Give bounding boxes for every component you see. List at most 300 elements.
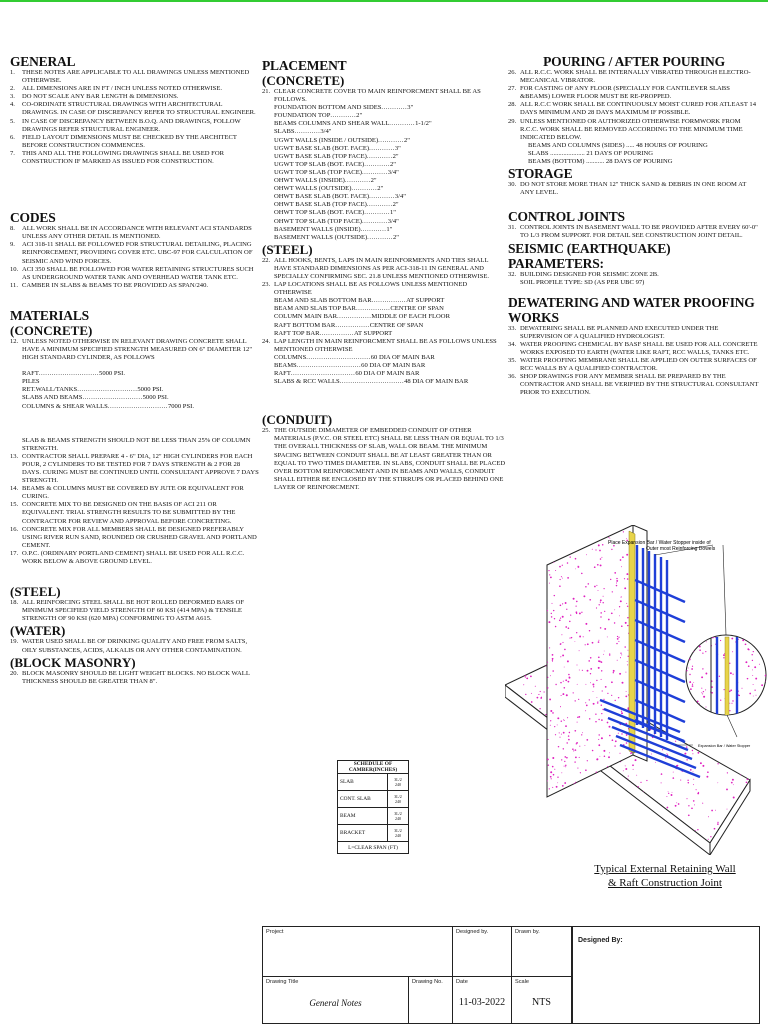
note-number: 18. bbox=[10, 599, 19, 607]
list-item bbox=[262, 153, 506, 161]
title-block bbox=[262, 926, 572, 1024]
item-label: COLUMNS & SHEAR WALLS bbox=[22, 402, 108, 410]
leader-dots: ............ bbox=[369, 193, 395, 201]
note-item bbox=[10, 338, 260, 362]
note-text: SHOP DRAWINGS FOR ANY MEMBER SHALL BE PREPARED BY THE CONTRACTOR AND SHALL BE VERIFIED BY THE STRUCTURAL CONSULTANT PRIOR TO EXECUTION. bbox=[520, 373, 759, 397]
item-label: BEAM AND SLAB BOTTOM BAR bbox=[274, 297, 372, 305]
placement-concrete-heading: (CONCRETE) bbox=[262, 73, 345, 88]
note-item bbox=[10, 670, 260, 686]
designer-block bbox=[572, 926, 760, 1024]
note-number: 11. bbox=[10, 281, 18, 289]
note-item bbox=[508, 118, 760, 142]
note-23 bbox=[262, 281, 506, 297]
note-number: 3. bbox=[10, 93, 15, 101]
list-item bbox=[10, 394, 260, 402]
note-18 bbox=[10, 599, 260, 623]
note-number: 26. bbox=[508, 69, 517, 76]
note-text: UNLESS NOTED OTHERWISE IN RELEVANT DRAWING CONCRETE SHALL HAVE A MINIMUM SPECIFIED STRENGTH MEASURED ON 6" DIAMETER 12" HIGH STANDARD CYLINDER, AS FOLLOWS bbox=[22, 337, 253, 362]
materials-water-heading: (WATER) bbox=[10, 623, 66, 639]
item-label: RAFT TOP BAR bbox=[274, 329, 320, 337]
note-item bbox=[10, 501, 260, 525]
leader-dots: ............ bbox=[381, 104, 408, 112]
item-value: 1-1/2" bbox=[415, 120, 432, 128]
note-30 bbox=[508, 181, 760, 197]
note-number: 2. bbox=[10, 85, 15, 93]
caption-line-2: & Raft Construction Joint bbox=[608, 877, 722, 889]
note-21 bbox=[262, 88, 506, 104]
callout-bottom-text: Expansion Bar / Water Stopper bbox=[698, 744, 751, 748]
note-item bbox=[508, 101, 760, 117]
item-label: UGWT BASE SLAB (TOP FACE) bbox=[274, 152, 367, 160]
note-text: CAMBER IN SLABS & BEAMS TO BE PROVIDED AS SPAN/240. bbox=[22, 281, 209, 289]
item-value: MIDDLE OF EACH FLOOR bbox=[371, 313, 450, 321]
leader-dots: ............................ bbox=[38, 370, 100, 378]
designed-by-right-label: Designed By: bbox=[578, 937, 623, 944]
note-item bbox=[508, 224, 760, 240]
note-number: 30. bbox=[508, 181, 517, 189]
note-number: 34. bbox=[508, 340, 517, 348]
leader-dots: .............................. bbox=[339, 378, 405, 386]
leader-dots: ............ bbox=[367, 233, 393, 241]
seismic-heading: SEISMIC (EARTHQUAKE) PARAMETERS: bbox=[508, 240, 671, 271]
item-value: 60 DIA OF MAIN BAR bbox=[370, 353, 435, 361]
leader-dots: ............ bbox=[330, 112, 357, 120]
note-text: WATER USED SHALL BE OF DRINKING QUALITY AND FREE FROM SALTS, OILY SUBSTANCES, ACIDS, ALKALIS OR ANY OTHER CONTAMINATION. bbox=[22, 638, 248, 654]
note-item bbox=[10, 93, 260, 101]
list-item bbox=[262, 185, 506, 193]
note-text: THIS AND ALL THE FOLLOWING DRAWINGS SHALL BE USED FOR CONSTRUCTION IF MARKED AS ISSUED FOR CONSTRUCTION. bbox=[22, 149, 224, 166]
note-text: THE OUTSIDE DIMAMETER OF EMBEDDED CONDUIT OF OTHER MATERIALS (P.V.C. OR STEEL ETC) SHALL BE LESS THAN OR EQUAL TO 1/3 THE OVERALL THICKNESS OF SLAB, WALL OR BEAM. THE MINIMUM SPACING BETWEEN CONDUIT SHALL BE AT LEAST GREATER THAN OR EQUAL TO TWO TIMES DIAMETER. IN SLABS, CONDUIT SHALL BE PLACED OVER BOTTOM REINFORCMENT AND IN BEAMS AND WALLS, CONDUIT SHALL EITHER BE ENCLOSED BY THE STIRRUPS OR PLACED BEHIND ONE LAYER OF REINFORCMENT. bbox=[274, 427, 506, 491]
item-value: CENTRE OF SPAN bbox=[390, 305, 444, 313]
note-item bbox=[508, 181, 760, 197]
item-value: 3/4" bbox=[387, 217, 399, 225]
project-cell bbox=[263, 927, 453, 977]
note-number: 15. bbox=[10, 501, 19, 509]
note-text: ALL R.C.C. WORK SHALL BE INTERNALLY VIBRATED THROUGH ELECTRO-MECANICAL VIBRATOR. bbox=[520, 69, 751, 85]
item-label: COLUMN MAIN BAR bbox=[274, 313, 338, 321]
note-number: 33. bbox=[508, 324, 517, 332]
dewatering-notes bbox=[508, 325, 760, 398]
leader-dots: ............ bbox=[351, 185, 378, 193]
note-item bbox=[10, 101, 260, 117]
item-value: 1" bbox=[389, 209, 396, 217]
drawing-no-label: Drawing No. bbox=[412, 979, 443, 985]
item-value: 2" bbox=[370, 177, 377, 185]
callout-top-text: Place Expansion Bar / Water Stopper inside of Outer most Reinforcing Dowels bbox=[608, 540, 716, 552]
project-label: Project bbox=[266, 929, 284, 935]
designed-by-cell bbox=[453, 927, 512, 977]
leader-dots: ............ bbox=[366, 152, 393, 160]
leader-dots: ............ bbox=[378, 136, 404, 144]
list-item bbox=[262, 169, 506, 177]
note-item bbox=[10, 485, 260, 501]
note-text: IN CASE OF DISCREPANCY BETWEEN B.O.Q. AND DRAWINGS, FOLLOW DRAWINGS REFER STRUCTURAL ENGINEER. bbox=[22, 117, 241, 133]
list-item: BEAMS (BOTTOM) ........... 28 DAYS OF POURING bbox=[528, 158, 673, 166]
item-label: OHWT WALLS (INSIDE) bbox=[274, 177, 345, 185]
note-item bbox=[508, 341, 760, 357]
retaining-wall-illustration bbox=[505, 525, 767, 855]
note-item bbox=[508, 271, 760, 279]
note-number: 12. bbox=[10, 337, 19, 345]
note-item bbox=[10, 69, 260, 85]
note-text: CONTROL JOINTS IN BASEMENT WALL TO BE PROVIDED AFTER EVERY 60'-0" TO L/3 FROM SUPPORT. FOR DETAIL SEE CONSTRUCTION JOINT DETAIL. bbox=[520, 224, 758, 240]
list-item bbox=[10, 386, 260, 394]
list-item bbox=[262, 362, 506, 370]
item-label: OHWT TOP SLAB (BOT. FACE) bbox=[274, 209, 365, 217]
list-item bbox=[262, 313, 506, 321]
note-31 bbox=[508, 224, 760, 240]
camber-schedule-table bbox=[337, 760, 409, 854]
illustration-caption bbox=[590, 862, 740, 890]
item-label: BEAMS bbox=[274, 362, 297, 369]
item-label: COLUMNS bbox=[274, 353, 307, 361]
note-text: UNLESS MENTIONED OR AUTHORIZED OTHERWISE FORMWORK FROM R.C.C. WORK SHALL BE REMOVED ACCORDING TO THE MINIMUM TIME INDICATED BELOW. bbox=[520, 117, 743, 141]
drawing-title-cell bbox=[263, 977, 409, 1023]
note-item bbox=[10, 266, 260, 282]
item-label: RAFT BOTTOM BAR bbox=[274, 321, 336, 329]
camber-row-value: 3L/2 240 bbox=[388, 774, 409, 791]
note-number: 21. bbox=[262, 88, 271, 95]
item-value: 2" bbox=[377, 185, 384, 193]
leader-dots: ................ bbox=[335, 321, 370, 329]
date-value: 11-03-2022 bbox=[458, 997, 506, 1008]
note-text: ACI 318-11 SHALL BE FOLLOWED FOR STRUCTURAL DETAILING, PLACING REINFORCEMENT, PROVIDING COVER ETC. UBC-97 FOR CALCULATION OF SEISMIC AND WIND FORCES. bbox=[22, 241, 253, 265]
leader-dots: ............ bbox=[364, 209, 390, 217]
note-number: 23. bbox=[262, 281, 271, 289]
note-number: 16. bbox=[10, 525, 19, 533]
leader-dots: ................ bbox=[355, 305, 391, 313]
note-text: O.P.C. (ORDINARY PORTLAND CEMENT) SHALL BE USED FOR ALL R.C.C. WORK BELOW & ABOVE GROUND LEVEL. bbox=[22, 549, 245, 566]
item-label: RAFT bbox=[22, 370, 39, 378]
leader-dots: ................ bbox=[371, 297, 407, 305]
list-item bbox=[262, 226, 506, 234]
item-value: 2" bbox=[389, 160, 396, 168]
note-number: 36. bbox=[508, 373, 517, 381]
materials-concrete-heading: (CONCRETE) bbox=[10, 322, 93, 338]
note-number: 28. bbox=[508, 101, 517, 109]
note-text: ALL R.C.C WORK SHALL BE CONTINUOUSLY MOIST CURED FOR ATLEAST 14 DAYS MINIMUM AND 28 DAYS MAXIMUM IF POSSIBLE. bbox=[520, 101, 756, 117]
note-item bbox=[262, 427, 506, 492]
leader-dots: .............................. bbox=[296, 362, 362, 369]
drawing-no-cell bbox=[409, 977, 453, 1023]
item-value: 7000 PSI. bbox=[167, 402, 194, 410]
notes-column-left bbox=[10, 54, 260, 686]
leader-dots: ............ bbox=[389, 120, 416, 128]
note-20 bbox=[10, 670, 260, 686]
item-label: BEAM AND SLAB TOP BAR bbox=[274, 305, 356, 313]
item-value: 1" bbox=[386, 225, 393, 233]
item-label: FOUNDATION BOTTOM AND SIDES bbox=[274, 104, 382, 112]
item-value: 2" bbox=[392, 233, 399, 241]
note-item bbox=[10, 526, 260, 550]
item-value: 3/4" bbox=[387, 168, 399, 176]
control-joints-heading: CONTROL JOINTS bbox=[508, 209, 625, 225]
camber-row-value: 3L/2 240 bbox=[388, 825, 409, 842]
note-number: 14. bbox=[10, 485, 19, 493]
note-text: BUILDING DESIGNED FOR SEISMIC ZONE 2B. bbox=[520, 270, 659, 278]
camber-schedule-title: SCHEDULE OF CAMBER(INCHES) bbox=[338, 761, 409, 774]
table-row bbox=[338, 791, 409, 808]
leader-dots: ............ bbox=[366, 201, 393, 209]
dewatering-heading: DEWATERING AND WATER PROOFING WORKS bbox=[508, 294, 755, 325]
table-row bbox=[338, 808, 409, 825]
note-item bbox=[10, 225, 260, 241]
note-24 bbox=[262, 338, 506, 354]
note-text: CONCRETE MIX TO BE DESIGNED ON THE BASIS OF ACI 211 OR EQUIVALENT. TRIAL STRENGTH RESULTS TO BE SUBMITTED BY THE CONTRACTOR FOR REVIEW AND APPROVAL BEFORE CONCRETING. bbox=[22, 501, 236, 525]
leader-dots: ................ bbox=[337, 313, 372, 321]
note-number: 17. bbox=[10, 549, 19, 557]
leader-dots: ............ bbox=[369, 144, 395, 152]
item-label: UGWT WALLS (INSIDE / OUTSIDE) bbox=[274, 136, 379, 144]
list-item bbox=[10, 370, 260, 378]
note-22 bbox=[262, 257, 506, 281]
codes-notes bbox=[10, 225, 260, 290]
drawn-by-label: Drawn by. bbox=[515, 929, 540, 935]
note-number: 4. bbox=[10, 101, 15, 109]
leader-dots: .............................. bbox=[290, 370, 356, 378]
note-number: 32. bbox=[508, 270, 517, 278]
list-item: SLABS ..................... 21 DAYS OF POURING bbox=[528, 149, 654, 157]
item-value: 3" bbox=[394, 144, 401, 152]
materials-steel-heading: (STEEL) bbox=[10, 584, 61, 600]
scale-label: Scale bbox=[515, 979, 529, 985]
note-text: CO-ORDINATE STRUCTURAL DRAWINGS WITH ARCHITECTURAL DRAWINGS. IN CASE OF DISCREPANCY REFER TO STRUCTURAL ENGINEER. bbox=[22, 101, 256, 117]
item-value: AT SUPPORT bbox=[353, 329, 393, 337]
note-item bbox=[10, 282, 260, 290]
item-value: AT SUPPORT bbox=[406, 297, 445, 305]
materials-notes-b bbox=[10, 453, 260, 566]
note-item bbox=[10, 638, 260, 654]
item-value: 2" bbox=[392, 201, 399, 209]
item-value: 3" bbox=[407, 104, 414, 112]
note-item bbox=[508, 69, 760, 85]
list-item bbox=[262, 201, 506, 209]
note-12 bbox=[10, 338, 260, 362]
item-label: SLABS AND BEAMS bbox=[22, 394, 83, 402]
leader-dots: ............ bbox=[361, 168, 388, 176]
table-row bbox=[338, 825, 409, 842]
note-item bbox=[10, 453, 260, 485]
note-text: BEAMS & COLUMNS MUST BE COVERED BY JUTE OR EQUIVALENT FOR CURING. bbox=[22, 485, 244, 501]
item-label: BASEMENT WALLS (INSIDE) bbox=[274, 225, 361, 233]
note-text: ACI 350 SHALL BE FOLLOWED FOR WATER RETAINING STRUCTURES SUCH AS UNDERGROUND WATER TANK AND OVERHEAD WATER TANK ETC. bbox=[22, 265, 254, 281]
note-text: ALL WORK SHALL BE IN ACCORDANCE WITH RELEVANT ACI STANDARDS UNLESS ANY OTHER DETAIL IS MENTIONED. bbox=[22, 225, 252, 241]
leader-dots: ............ bbox=[364, 160, 390, 168]
note-number: 9. bbox=[10, 241, 15, 249]
list-item bbox=[262, 177, 506, 185]
scale-cell bbox=[512, 977, 571, 1023]
list-item bbox=[262, 104, 506, 112]
note-text: THESE NOTES ARE APPLICABLE TO ALL DRAWINGS UNLESS MENTIONED OTHERWISE. bbox=[22, 69, 250, 85]
drawing-title-label: Drawing Title bbox=[266, 979, 299, 985]
camber-row-label: BRACKET bbox=[338, 825, 388, 842]
item-label: OHWT BASE SLAB (BOT. FACE) bbox=[274, 193, 370, 201]
leader-dots: ............ bbox=[344, 177, 371, 185]
note-number: 22. bbox=[262, 256, 271, 264]
leader-dots: ............ bbox=[294, 128, 321, 136]
note-text: LAP LENGTH IN MAIN REINFORCMENT SHALL BE AS FOLLOWS UNLESS MENTIONED OTHERWISE bbox=[274, 337, 497, 353]
item-label: FOUNDATION TOP bbox=[274, 112, 331, 120]
item-value: 5000 PSI. bbox=[137, 386, 164, 394]
note-text: CLEAR CONCRETE COVER TO MAIN REINFORCMENT SHALL BE AS FOLLOWS. bbox=[274, 88, 481, 104]
general-heading: GENERAL bbox=[10, 54, 76, 69]
general-notes bbox=[10, 69, 260, 166]
note-number: 29. bbox=[508, 117, 517, 125]
note-25 bbox=[262, 427, 506, 492]
note-19 bbox=[10, 638, 260, 654]
note-text: DO NOT SCALE ANY BAR LENGTH & DIMENSIONS. bbox=[22, 93, 179, 101]
camber-row-value: 3L/2 240 bbox=[388, 791, 409, 808]
list-item bbox=[262, 354, 506, 362]
notes-column-middle bbox=[262, 58, 506, 492]
note-text: WATER PROOFING MEMBRANE SHALL BE APPLIED ON OUTER SURFACES OF RCC WALLS BY A QUALIFIED CONTRACTOR. bbox=[520, 357, 757, 373]
list-item bbox=[262, 378, 506, 386]
note-text: BLOCK MASONRY SHOULD BE LIGHT WEIGHT BLOCKS. NO BLOCK WALL THICKNESS SHOULD BE GREATER THAN 8". bbox=[22, 669, 250, 685]
leader-dots: ............................ bbox=[82, 394, 143, 402]
note-item bbox=[508, 357, 760, 373]
note-text: FOR CASTING OF ANY FLOOR (SPECIALLY FOR CANTILEVER SLABS &BEAMS) LOWER FLOOR MUST BE RE-PROPPED. bbox=[520, 85, 730, 101]
leader-dots: ............ bbox=[361, 217, 388, 225]
note-item bbox=[508, 325, 760, 341]
note-item bbox=[10, 599, 260, 623]
note-text: DO NOT STORE MORE THAN 12" THICK SAND & DEBRIS IN ONE ROOM AT ANY LEVEL. bbox=[520, 181, 747, 197]
item-value: 60 DIA OF MAIN BAR bbox=[361, 362, 426, 369]
item-label: SLABS & RCC WALLS bbox=[274, 378, 340, 386]
item-value: 5000 PSI. bbox=[142, 394, 169, 402]
list-item bbox=[262, 297, 506, 305]
item-value: CENTRE OF SPAN bbox=[369, 321, 424, 329]
item-label: PILES bbox=[22, 378, 40, 386]
item-label: RAFT bbox=[274, 370, 291, 378]
camber-row-label: BEAM bbox=[338, 808, 388, 825]
note-item bbox=[10, 118, 260, 134]
item-label: BASEMENT WALLS (OUTSIDE) bbox=[274, 233, 368, 241]
date-cell bbox=[453, 977, 512, 1023]
list-item bbox=[262, 161, 506, 169]
soil-profile: SOIL PROFILE TYPE: SD (AS PER UBC 97) bbox=[520, 278, 645, 286]
note-item bbox=[262, 338, 506, 354]
storage-heading: STORAGE bbox=[508, 166, 573, 182]
leader-dots: ............ bbox=[360, 225, 387, 233]
camber-schedule-footer: L=CLEAR SPAN (FT) bbox=[338, 842, 409, 854]
list-item bbox=[10, 403, 260, 411]
camber-row-label: SLAB bbox=[338, 774, 388, 791]
item-label: BEAMS COLUMNS AND SHEAR WALL bbox=[274, 120, 390, 128]
list-item bbox=[10, 378, 260, 386]
note-number: 8. bbox=[10, 225, 15, 233]
note-number: 31. bbox=[508, 224, 517, 232]
note-number: 35. bbox=[508, 357, 517, 365]
note-number: 5. bbox=[10, 117, 15, 125]
item-label: OHWT WALLS (OUTSIDE) bbox=[274, 185, 352, 193]
note-number: 7. bbox=[10, 149, 15, 157]
leader-dots: ............................ bbox=[77, 386, 138, 394]
note-item bbox=[10, 550, 260, 566]
item-label: RET.WALL/TANKS bbox=[22, 386, 78, 394]
pouring-heading: POURING / AFTER POURING bbox=[543, 54, 725, 69]
note-number: 10. bbox=[10, 265, 19, 273]
note-text: LAP LOCATIONS SHALL BE AS FOLLOWS UNLESS MENTIONED OTHERWISE bbox=[274, 281, 468, 297]
leader-dots: ................ bbox=[319, 329, 354, 337]
item-label: OHWT BASE SLAB (TOP FACE) bbox=[274, 201, 367, 209]
item-value: 2" bbox=[392, 152, 399, 160]
note-item bbox=[262, 257, 506, 281]
materials-block-heading: (BLOCK MASONRY) bbox=[10, 654, 136, 670]
placement-steel-heading: (STEEL) bbox=[262, 241, 313, 257]
item-value: 3/4" bbox=[320, 128, 332, 136]
lap-location-list bbox=[262, 297, 506, 337]
note-number: 6. bbox=[10, 133, 15, 141]
codes-heading: CODES bbox=[10, 210, 56, 226]
list-item bbox=[262, 112, 506, 120]
camber-row-label: CONT. SLAB bbox=[338, 791, 388, 808]
list-item bbox=[262, 128, 506, 136]
note-item bbox=[262, 88, 506, 104]
item-value: 2" bbox=[356, 112, 363, 120]
drawn-by-cell bbox=[512, 927, 571, 977]
note-number: 25. bbox=[262, 427, 271, 435]
list-item bbox=[262, 330, 506, 338]
list-item bbox=[262, 218, 506, 226]
note-item bbox=[10, 241, 260, 265]
note-number: 20. bbox=[10, 669, 19, 677]
item-label: UGWT TOP SLAB (TOP FACE) bbox=[274, 168, 362, 176]
camber-row-value: 3L/2 240 bbox=[388, 808, 409, 825]
list-item bbox=[262, 120, 506, 128]
item-label: OHWT TOP SLAB (TOP FACE) bbox=[274, 217, 362, 225]
item-value: 60 DIA OF MAIN BAR bbox=[355, 370, 420, 378]
note-item bbox=[10, 85, 260, 93]
note-item bbox=[262, 281, 506, 297]
note-number: 13. bbox=[10, 452, 19, 460]
date-label: Date bbox=[456, 979, 468, 985]
placement-heading: PLACEMENT bbox=[262, 58, 347, 73]
item-value: 5000 PSI. bbox=[99, 370, 126, 378]
item-value: 2" bbox=[403, 136, 410, 144]
note-text: WATER PROOFING CHEMICAL BY BASF SHALL BE USED FOR ALL CONCRETE WORKS EXPOSED TO EARTH (WATER LIKE RAFT, RCC WALLS, TANKS ETC. bbox=[520, 340, 758, 356]
note-item bbox=[10, 134, 260, 150]
strength-note: SLAB & BEAMS STRENGTH SHOULD NOT BE LESS THAN 25% OF COLUMN STRENGTH. bbox=[22, 436, 251, 452]
list-item bbox=[262, 305, 506, 313]
drawing-title-value: General Notes bbox=[309, 998, 362, 1008]
note-item bbox=[10, 150, 260, 166]
item-label: UGWT BASE SLAB (BOT. FACE) bbox=[274, 144, 370, 152]
item-value: 48 DIA OF MAIN BAR bbox=[404, 378, 469, 386]
note-number: 24. bbox=[262, 337, 271, 345]
note-number: 1. bbox=[10, 69, 15, 76]
leader-dots: ............................ bbox=[107, 402, 168, 410]
note-text: ALL HOOKS, BENTS, LAPS IN MAIN REINFORMENTS AND TIES SHALL HAVE STANDARD DIMENSIONS AS PER ACI-318-11 IN GENERAL AND SPECIALLY CONFIRMING SEC. 21.8 UNLESS MENTIONED OTHERWISE. bbox=[274, 256, 490, 280]
note-item bbox=[508, 85, 760, 101]
note-number: 19. bbox=[10, 638, 19, 646]
list-item bbox=[262, 209, 506, 217]
list-item bbox=[262, 234, 506, 242]
concrete-strength-list bbox=[10, 370, 260, 410]
note-item bbox=[508, 373, 760, 397]
placement-conduit-heading: (CONDUIT) bbox=[262, 412, 333, 428]
note-text: FIELD LAYOUT DIMENSIONS MUST BE CHECKED BY THE ARCHITECT BEFORE CONSTRUCTION COMMENCES. bbox=[22, 133, 237, 149]
caption-line-1: Typical External Retaining Wall bbox=[594, 863, 736, 875]
note-text: CONTRACTOR SHALL PREPARE 4 - 6" DIA, 12" HIGH CYLINDERS FOR EACH POUR, 2 CYLINDERS TO BE TESTED FOR 7 DAYS STRENGTH & 2 FOR 28 DAYS. CURING MUST BE CONTINUED UNTIL CONSULTANT APPROVE 7 DAYS STRENGTH. bbox=[22, 452, 259, 485]
note-text: CONCRETE MIX FOR ALL MEMBERS SHALL BE DESIGNED PREFERABLY USING RIVER RUN SAND, ROUNDED OR CRUSHED GRAVEL AND PORTLAND CEMENT. bbox=[22, 525, 257, 549]
pouring-notes bbox=[508, 69, 760, 142]
top-border-line bbox=[0, 0, 768, 2]
note-text: ALL DIMENSIONS ARE IN FT / INCH UNLESS NOTED OTHERWISE. bbox=[22, 85, 223, 93]
list-item bbox=[262, 370, 506, 378]
item-label: SLABS bbox=[274, 128, 295, 136]
formwork-list bbox=[508, 142, 760, 166]
list-item bbox=[262, 193, 506, 201]
